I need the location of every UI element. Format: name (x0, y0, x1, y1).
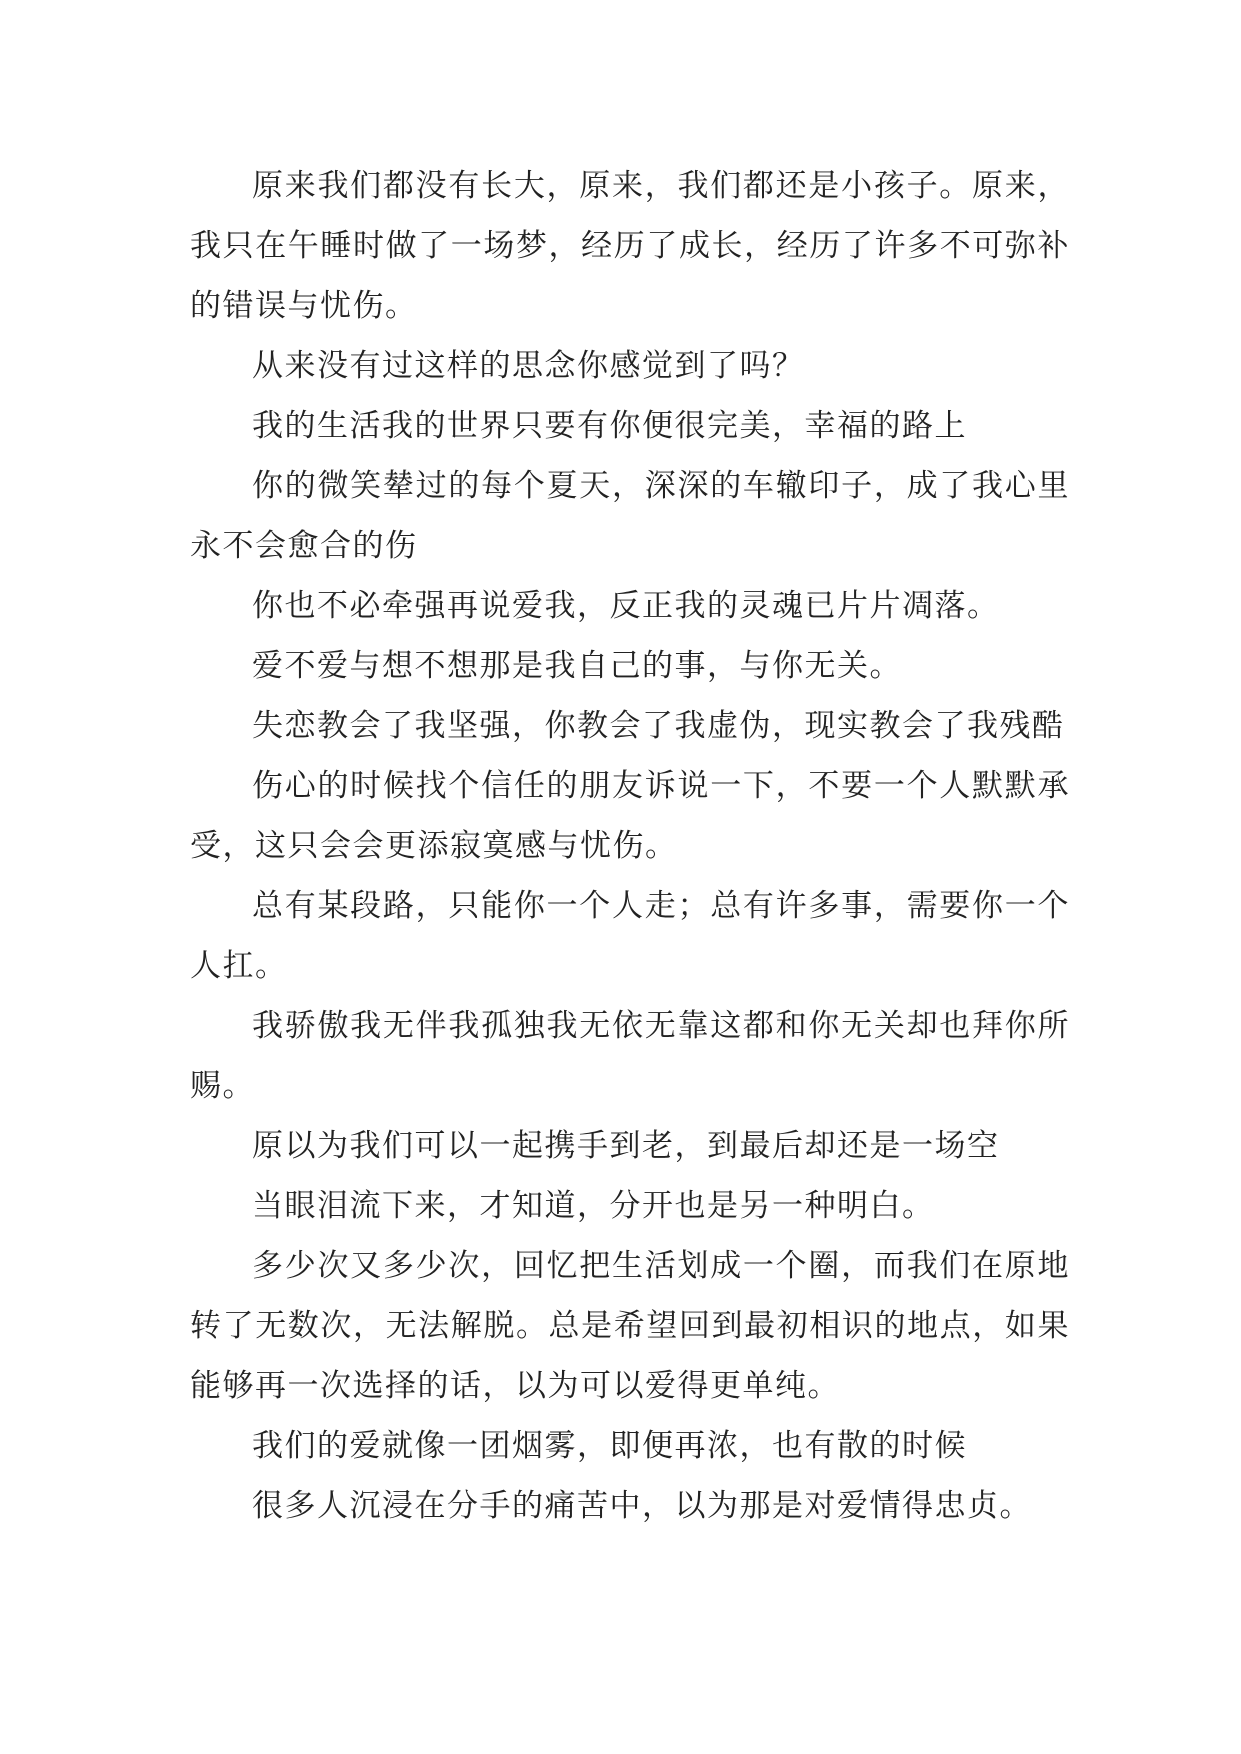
paragraph: 伤心的时候找个信任的朋友诉说一下，不要一个人默默承受，这只会会更添寂寞感与忧伤。 (190, 768, 1070, 864)
paragraph: 当眼泪流下来，才知道，分开也是另一种明白。 (252, 1188, 935, 1224)
paragraph: 我骄傲我无伴我孤独我无依无靠这都和你无关却也拜你所赐。 (190, 1008, 1070, 1104)
paragraph: 原以为我们可以一起携手到老，到最后却还是一场空 (252, 1128, 1000, 1164)
paragraph: 原来我们都没有长大，原来，我们都还是小孩子。原来，我只在午睡时做了一场梦，经历了成长，经历了许多不可弥补的错误与忧伤。 (190, 168, 1070, 324)
paragraph: 多少次又多少次，回忆把生活划成一个圈，而我们在原地转了无数次，无法解脱。总是希望回到最初相识的地点，如果能够再一次选择的话，以为可以爱得更单纯。 (190, 1248, 1070, 1404)
paragraph: 很多人沉浸在分手的痛苦中，以为那是对爱情得忠贞。 (252, 1488, 1032, 1524)
document-page (190, 156, 1070, 1536)
paragraph: 从来没有过这样的思念你感觉到了吗？ (252, 348, 805, 384)
paragraph: 我们的爱就像一团烟雾，即便再浓，也有散的时候 (252, 1428, 967, 1464)
paragraph: 你也不必牵强再说爱我，反正我的灵魂已片片凋落。 (252, 588, 1000, 624)
paragraph: 我的生活我的世界只要有你便很完美，幸福的路上 (252, 408, 967, 444)
paragraph: 总有某段路，只能你一个人走；总有许多事，需要你一个人扛。 (190, 888, 1070, 984)
paragraph: 失恋教会了我坚强，你教会了我虚伪，现实教会了我残酷 (252, 708, 1065, 744)
paragraph: 爱不爱与想不想那是我自己的事，与你无关。 (252, 648, 902, 684)
paragraph: 你的微笑辇过的每个夏天，深深的车辙印子，成了我心里永不会愈合的伤 (190, 468, 1070, 564)
